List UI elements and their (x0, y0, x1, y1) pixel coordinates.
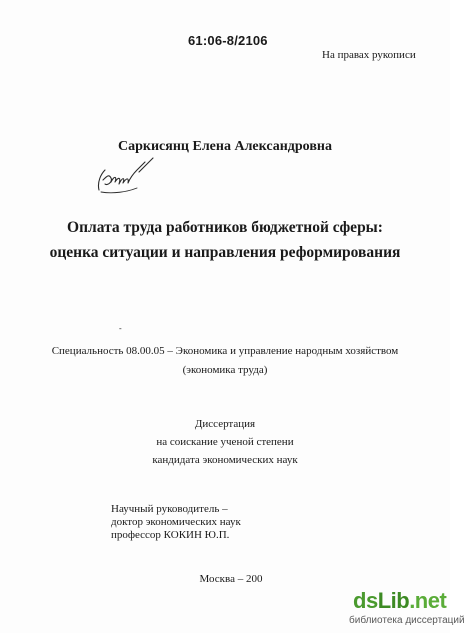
copyright-note: На правах рукописи (322, 49, 416, 61)
stray-mark: - (119, 324, 122, 333)
archive-code: 61:06-8/2106 (188, 33, 268, 48)
advisor-block (111, 503, 241, 542)
advisor-line-2: доктор экономических наук (111, 516, 241, 528)
title-line-2: оценка ситуации и направления реформирования (49, 244, 401, 261)
author-name: Саркисянц Елена Александровна (118, 139, 332, 154)
advisor-line-1: Научный руководитель – (111, 503, 228, 515)
logo-net: .net (409, 588, 447, 613)
degree-line-1: Диссертация (194, 418, 256, 430)
watermark-subtitle: библиотека диссертаций (349, 615, 465, 626)
degree-block (0, 415, 450, 469)
handwritten-signature (93, 152, 163, 202)
degree-line-2: на соискание ученой степени (156, 436, 294, 448)
degree-line-3: кандидата экономических наук (152, 454, 298, 466)
watermark-logo (353, 588, 446, 614)
advisor-line-3: профессор КОКИН Ю.П. (111, 529, 230, 541)
city-year (0, 573, 450, 585)
watermark (341, 588, 465, 633)
dissertation-title (0, 215, 450, 265)
logo-lib: Lib (377, 588, 410, 613)
specialty-subline: (экономика труда) (182, 364, 268, 376)
title-line-1: Оплата труда работников бюджетной сферы: (67, 219, 383, 236)
specialty-line: Специальность 08.00.05 – Экономика и управление народным хозяйством (51, 345, 399, 357)
logo-ds: ds (353, 588, 378, 613)
specialty-block (0, 342, 450, 380)
city-year-text: Москва – 200 (199, 573, 263, 585)
